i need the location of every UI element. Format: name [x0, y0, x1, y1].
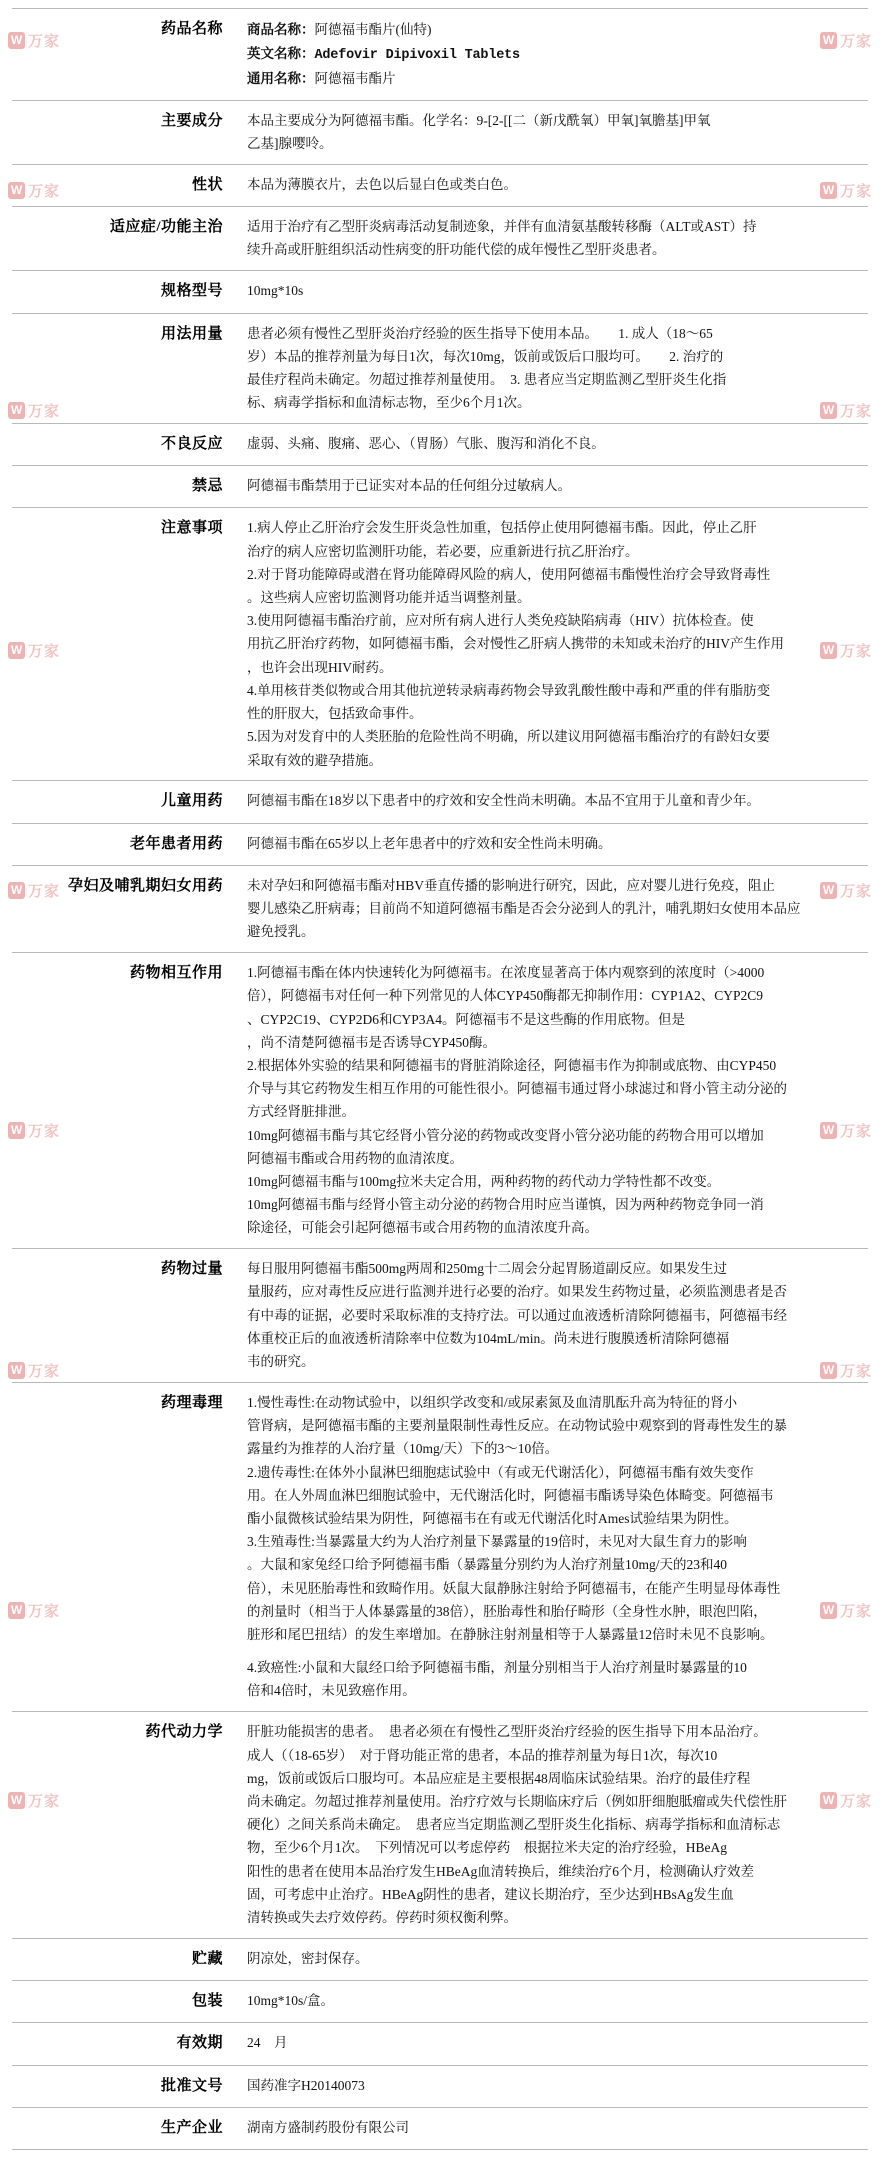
watermark-text: 万家 [840, 1603, 873, 1620]
watermark-text: 万家 [840, 1793, 873, 1810]
row-label: 批准文号 [160, 2077, 223, 2094]
watermark-text: 万家 [840, 883, 873, 900]
paragraph: 湖南方盛制药股份有限公司 [247, 2119, 409, 2135]
paragraph: 固，可考虑中止治疗。HBeAg阴性的患者，建议长期治疗，至少达到HBsAg发生血 [247, 1886, 734, 1902]
row-value [237, 2065, 868, 2107]
paragraph: 管肾病，是阿德福韦酯的主要剂量限制性毒性反应。在动物试验中观察到的肾毒性发生的暴 [247, 1418, 787, 1434]
watermark-logo-icon: W [8, 32, 25, 49]
watermark-text: 万家 [840, 33, 873, 50]
row-value [237, 953, 868, 1249]
watermark-text: 万家 [28, 183, 61, 200]
paragraph: 每日服用阿德福韦酯500mg两周和250mg十二周会分起胃肠道副反应。如果发生过 [247, 1261, 728, 1277]
watermark-text: 万家 [28, 643, 61, 660]
row-value [237, 1938, 868, 1980]
paragraph: mg，饭前或饭后口服均可。本品应症是主要根据48周临床试验结果。治疗的最佳疗程 [247, 1770, 751, 1786]
paragraph: 10mg*10s/盒。 [247, 1993, 335, 2009]
paragraph: 用抗乙肝治疗药物，如阿德福韦酯，会对慢性乙肝病人携带的未知或未治疗的HIV产生作用 [247, 636, 784, 652]
row-label: 儿童用药 [160, 793, 223, 810]
paragraph: 2.根据体外实验的结果和阿德福韦的肾脏消除途径，阿德福韦作为抑制或底物、由CYP450 [247, 1057, 777, 1073]
watermark-text: 万家 [840, 1123, 873, 1140]
table-row [12, 2023, 868, 2065]
paragraph-spacer [247, 1646, 860, 1657]
watermark-logo-icon: W [8, 182, 25, 199]
paragraph: 避免授乳。 [247, 924, 315, 940]
row-label: 贮藏 [191, 1950, 223, 1967]
paragraph: 1.阿德福韦酯在体内快速转化为阿德福韦。在浓度显著高于体内观察到的浓度时（>4000 [247, 965, 765, 981]
row-label: 孕妇及哺乳期妇女用药 [67, 877, 223, 894]
row-label: 规格型号 [160, 283, 223, 300]
paragraph: 方式经肾脏排泄。 [247, 1104, 355, 1120]
drug-name-key: 通用名称： [247, 71, 315, 87]
table-row [12, 508, 868, 781]
watermark-logo-icon: W [8, 1602, 25, 1619]
paragraph: 10mg*10s [247, 283, 304, 299]
paragraph: 倍），阿德福韦对任何一种下列常见的人体CYP450酶都无抑制作用：CYP1A2、CYP2C9 [247, 988, 764, 1004]
paragraph: 适用于治疗有乙型肝炎病毒活动复制迹象，并伴有血清氨基酸转移酶（ALT或AST）持 [247, 219, 757, 235]
paragraph: 国药准字H20140073 [247, 2077, 365, 2093]
watermark-logo-icon: W [820, 1792, 837, 1809]
watermark-text: 万家 [28, 1793, 61, 1810]
paragraph: 4.致癌性:小鼠和大鼠经口给予阿德福韦酯，剂量分别相当于人治疗剂量时暴露量的10 [247, 1660, 747, 1676]
table-row [12, 953, 868, 1249]
paragraph: 硬化）之间关系尚未确定。 患者应当定期监测乙型肝炎生化指标、病毒学指标和血清标志 [247, 1817, 781, 1833]
watermark-text: 万家 [840, 403, 873, 420]
row-value [237, 2107, 868, 2149]
paragraph: 除途径，可能会引起阿德福韦或合用药物的血清浓度升高。 [247, 1220, 598, 1236]
drug-info-table [12, 8, 868, 2150]
row-value [237, 2023, 868, 2065]
paragraph: 10mg阿德福韦酯与100mg拉米夫定合用，两种药物的药代动力学特性都不改变。 [247, 1173, 721, 1189]
drug-name-key: 英文名称： [247, 45, 315, 61]
paragraph: 24 月 [247, 2035, 288, 2051]
row-label: 生产企业 [160, 2119, 223, 2136]
paragraph: 有中毒的证据，必要时采取标准的支持疗法。可以通过血液透析清除阿德福韦，阿德福韦经 [247, 1307, 787, 1323]
table-row [12, 1382, 868, 1711]
row-value [237, 781, 868, 823]
paragraph: 肝脏功能损害的患者。 患者必须在有慢性乙型肝炎治疗经验的医生指导下用本品治疗。 [247, 1724, 767, 1740]
row-label: 不良反应 [160, 435, 223, 452]
row-value [237, 1249, 868, 1383]
paragraph: 尚未确定。勿超过推荐剂量使用。治疗疗效与长期临床疗后（例如肝细胞胝瘤或失代偿性肝 [247, 1793, 787, 1809]
paragraph: 倍），未见胚胎毒性和致畸作用。妖鼠大鼠静脉注射给予阿德福韦，在能产生明显母体毒性 [247, 1580, 781, 1596]
table-row [12, 207, 868, 271]
row-value [237, 823, 868, 865]
paragraph: 用。在人外周血淋巴细胞试验中，无代谢活化时，阿德福韦酯诱导染色体畸变。阿德福韦 [247, 1487, 774, 1503]
row-value [237, 271, 868, 313]
paragraph: 介导与其它药物发生相互作用的可能性很小。阿德福韦通过肾小球滤过和肾小管主动分泌的 [247, 1081, 787, 1097]
table-row [12, 466, 868, 508]
paragraph: 标、病毒学指标和血清标志物，至少6个月1次。 [247, 395, 531, 411]
watermark-logo-icon: W [820, 642, 837, 659]
paragraph: 未对孕妇和阿德福韦酯对HBV垂直传播的影响进行研究，因此，应对婴儿进行免疫，阻止 [247, 877, 776, 893]
watermark-text: 万家 [28, 33, 61, 50]
paragraph: 阿德福韦酯在18岁以下患者中的疗效和安全性尚未明确。本品不宜用于儿童和青少年。 [247, 793, 760, 809]
paragraph: 采取有效的避孕措施。 [247, 752, 382, 768]
row-value [237, 423, 868, 465]
drug-name-line [247, 18, 860, 42]
row-value [237, 164, 868, 206]
row-value [237, 865, 868, 952]
watermark-text: 万家 [840, 183, 873, 200]
watermark-logo-icon: W [8, 642, 25, 659]
row-label: 注意事项 [160, 520, 223, 537]
row-label: 老年患者用药 [129, 835, 223, 852]
row-value [237, 466, 868, 508]
table-row [12, 9, 868, 101]
table-row [12, 1712, 868, 1938]
paragraph: 患者必须有慢性乙型肝炎治疗经验的医生指导下使用本品。 1. 成人（18～65 [247, 325, 713, 341]
table-row [12, 1981, 868, 2023]
row-value [237, 1981, 868, 2023]
paragraph: 倍和4倍时，未见致癌作用。 [247, 1683, 416, 1699]
table-row [12, 781, 868, 823]
row-label: 用法用量 [160, 325, 223, 342]
paragraph: 2.对于肾功能障碍或潜在肾功能障碍风险的病人，使用阿德福韦酯慢性治疗会导致肾毒性 [247, 566, 771, 582]
paragraph: ，也许会出现HIV耐药。 [247, 659, 393, 675]
watermark-logo-icon: W [8, 402, 25, 419]
row-value [237, 1382, 868, 1711]
watermark-logo-icon: W [820, 182, 837, 199]
paragraph: 。这些病人应密切监测肾功能并适当调整剂量。 [247, 590, 531, 606]
watermark-text: 万家 [28, 403, 61, 420]
row-value [237, 313, 868, 423]
paragraph: 3.使用阿德福韦酯治疗前，应对所有病人进行人类免疫缺陷病毒（HIV）抗体检查。使 [247, 613, 754, 629]
watermark-logo-icon: W [820, 32, 837, 49]
row-label: 药物过量 [160, 1261, 223, 1278]
paragraph: 、CYP2C19、CYP2D6和CYP3A4。阿德福韦不是这些酶的作用底物。但是 [247, 1011, 686, 1027]
row-value [237, 1712, 868, 1938]
paragraph: 脏形和尾巴扭结）的发生率增加。在静脉注射剂量相等于人暴露量12倍时未见不良影响。 [247, 1626, 774, 1642]
table-row [12, 423, 868, 465]
paragraph: 续升高或肝脏组织活动性病变的肝功能代偿的成年慢性乙型肝炎患者。 [247, 242, 666, 258]
paragraph: 物，至少6个月1次。 下列情况可以考虑停药 根据拉米夫定的治疗经验，HBeAg [247, 1840, 727, 1856]
row-label: 包装 [191, 1993, 223, 2010]
table-row [12, 313, 868, 423]
row-label: 主要成分 [160, 112, 223, 129]
watermark-text: 万家 [28, 1603, 61, 1620]
paragraph: 10mg阿德福韦酯与其它经肾小管分泌的药物或改变肾小管分泌功能的药物合用可以增加 [247, 1127, 764, 1143]
paragraph: 乙基]腺嘤呤。 [247, 136, 333, 152]
paragraph: 阿德福韦酯或合用药物的血清浓度。 [247, 1150, 463, 1166]
table-row [12, 164, 868, 206]
paragraph: 1.病人停止乙肝治疗会发生肝炎急性加重，包括停止使用阿德福韦酯。因此，停止乙肝 [247, 520, 757, 536]
row-value [237, 100, 868, 164]
drug-name-value: Adefovir Dipivoxil Tablets [314, 47, 520, 63]
paragraph: 5.因为对发育中的人类胚胎的危险性尚不明确，所以建议用阿德福韦酯治疗的有龄妇女要 [247, 729, 771, 745]
table-row [12, 1938, 868, 1980]
paragraph: 阴凉处，密封保存。 [247, 1950, 369, 1966]
paragraph: 4.单用核苷类似物或合用其他抗逆转录病毒药物会导致乳酸性酸中毒和严重的伴有脂肪变 [247, 682, 771, 698]
table-row [12, 271, 868, 313]
drug-name-key: 商品名称： [247, 22, 315, 37]
paragraph: 的剂量时（相当于人体暴露量的38倍），胚胎毒性和胎仔畸形（全身性水肿，眼泡凹陷， [247, 1603, 767, 1619]
watermark-text: 万家 [28, 1363, 61, 1380]
paragraph: 成人（（18-65岁） 对于肾功能正常的患者，本品的推荐剂量为每日1次，每次10 [247, 1747, 718, 1763]
paragraph: 阿德福韦酯禁用于已证实对本品的任何组分过敏病人。 [247, 478, 571, 494]
watermark-logo-icon: W [820, 1602, 837, 1619]
table-row [12, 1249, 868, 1383]
paragraph: 本品主要成分为阿德福韦酯。化学名：9-[2-[[二（新戊酰氧）甲氧]氧膽基]甲氧 [247, 112, 711, 128]
watermark-text: 万家 [28, 883, 61, 900]
paragraph: 最佳疗程尚未确定。勿超过推荐剂量使用。 3. 患者应当定期监测乙型肝炎生化指 [247, 371, 727, 387]
watermark-logo-icon: W [820, 402, 837, 419]
paragraph: 10mg阿德福韦酯与经肾小管主动分泌的药物合用时应当谨慎，因为两种药物竞争同一消 [247, 1197, 764, 1213]
drug-name-value: 阿德福韦酯片 [314, 71, 396, 87]
paragraph: 阳性的患者在使用本品治疗发生HBeAg血清转换后，维续治疗6个月，检测确认疗效差 [247, 1863, 754, 1879]
paragraph: 本品为薄膜衣片，去色以后显白色或类白色。 [247, 176, 517, 192]
paragraph: 3.生殖毒性:当暴露量大约为人治疗剂量下暴露量的19倍时，未见对大鼠生育力的影响 [247, 1534, 747, 1550]
drug-name-line [247, 42, 860, 68]
row-label: 药品名称 [160, 21, 223, 37]
table-row [12, 100, 868, 164]
watermark-logo-icon: W [820, 882, 837, 899]
paragraph: 虚弱、头痛、腹痛、恶心、（胃肠）气胀、腹泻和消化不良。 [247, 435, 605, 451]
row-label: 药理毒理 [160, 1394, 223, 1411]
paragraph: ，尚不清楚阿德福韦是否诱导CYP450酶。 [247, 1034, 497, 1050]
paragraph: 1.慢性毒性:在动物试验中，以组织学改变和/或尿素氮及血清肌酝升高为特征的肾小 [247, 1394, 738, 1410]
watermark-logo-icon: W [8, 1792, 25, 1809]
table-row [12, 2107, 868, 2149]
paragraph: 酯小鼠微核试验结果为阴性，阿德福韦在有或无代谢活化时Ames试验结果为阴性。 [247, 1510, 738, 1526]
paragraph: 性的肝肞大，包括致命事件。 [247, 706, 423, 722]
row-label: 药代动力学 [145, 1724, 223, 1741]
paragraph: 露量约为推荐的人治疗量（10mg/天）下的3～10倍。 [247, 1441, 559, 1457]
paragraph: 2.遗传毒性:在体外小鼠淋巴细胞痣试验中（有或无代谢活化），阿德福韦酯有效失变作 [247, 1464, 754, 1480]
paragraph: 韦的研究。 [247, 1354, 315, 1370]
watermark-logo-icon: W [820, 1362, 837, 1379]
row-label: 禁忌 [191, 478, 223, 495]
watermark-text: 万家 [840, 1363, 873, 1380]
watermark-logo-icon: W [8, 882, 25, 899]
paragraph: 岁）本品的推荐剂量为每日1次，每次10mg，饭前或饭后口服均可。 2. 治疗的 [247, 348, 724, 364]
table-row [12, 2065, 868, 2107]
watermark-text: 万家 [28, 1123, 61, 1140]
row-label: 药物相互作用 [129, 965, 223, 982]
paragraph: 量服药，应对毒性反应进行监测并进行必要的治疗。如果发生药物过量，必须监测患者是否 [247, 1284, 787, 1300]
table-row [12, 823, 868, 865]
paragraph: 阿德福韦酯在65岁以上老年患者中的疗效和安全性尚未明确。 [247, 835, 612, 851]
paragraph: 清转换或失去疗效停药。停药时须权衡利弊。 [247, 1909, 517, 1925]
paragraph: 治疗的病人应密切监测肝功能，若必要，应重新进行抗乙肝治疗。 [247, 543, 639, 559]
paragraph: 体重校正后的血液透析清除率中位数为104mL/min。尚未进行腹膜透析清除阿德福 [247, 1330, 730, 1346]
row-value [237, 207, 868, 271]
drug-name-line [247, 67, 860, 91]
paragraph: 。大鼠和家兔经口给予阿德福韦酯（暴露量分别约为人治疗剂量10mg/天的23和40 [247, 1557, 728, 1573]
watermark-logo-icon: W [8, 1122, 25, 1139]
drug-name-value: 阿德福韦酯片(仙特) [314, 22, 432, 37]
paragraph: 婴儿感染乙肝病毒；目前尚不知道阿德福韦酯是否会分泌到人的乳汁，哺乳期妇女使用本品应 [247, 901, 801, 917]
row-value [237, 9, 868, 101]
row-value [237, 508, 868, 781]
watermark-text: 万家 [840, 643, 873, 660]
row-label: 有效期 [176, 2035, 223, 2052]
watermark-logo-icon: W [8, 1362, 25, 1379]
row-label: 性状 [191, 176, 223, 193]
row-label: 适应症/功能主治 [109, 219, 223, 236]
table-row [12, 865, 868, 952]
watermark-logo-icon: W [820, 1122, 837, 1139]
